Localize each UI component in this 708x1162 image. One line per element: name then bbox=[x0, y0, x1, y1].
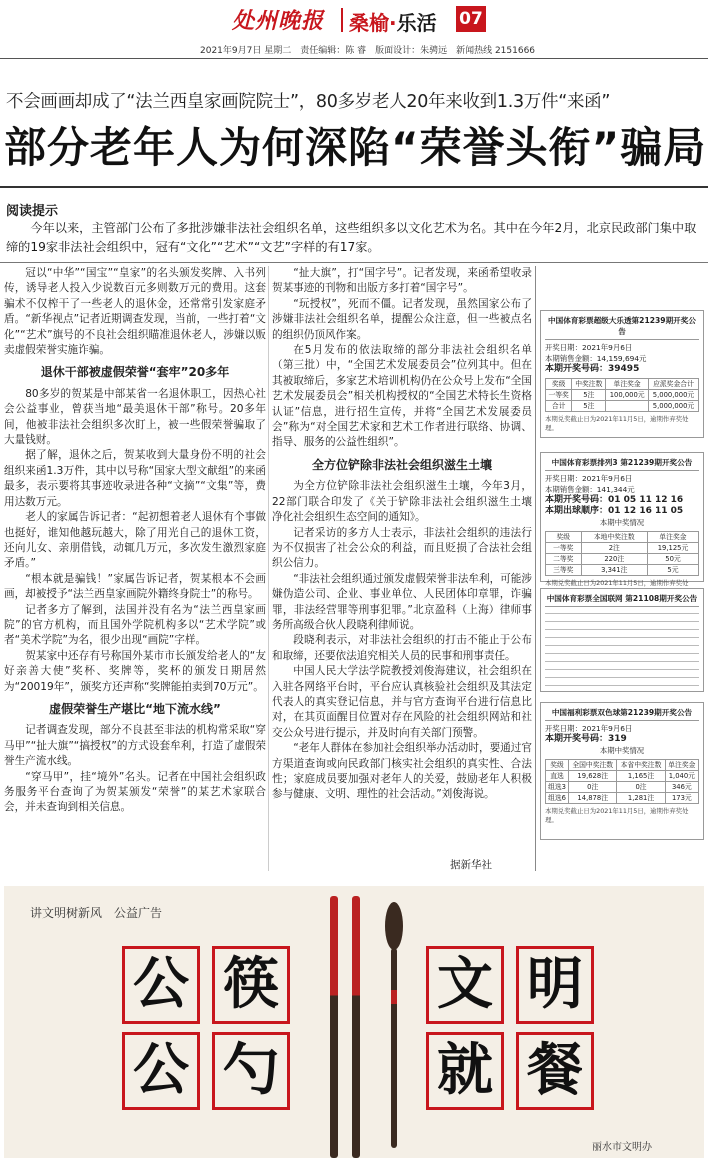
paragraph: 中国人民大学法学院教授刘俊海建议，社会组织在入驻各网络平台时，平台应认真核验社会组织及其法定代表人的真实登记信息，并与官方查询平台进行信息比对，在其页面醒目位置对存在风险的社会组织网站和社交公众号进行提示，并及时向有关部门预警。 bbox=[272, 665, 532, 739]
paragraph: 老人的家属告诉记者：“起初想着老人退休有个事做也挺好，谁知他越玩越大，除了用光自己的退休工资，还向儿女、亲朋借钱，动辄几万元，多次发生激烈家庭矛盾。” bbox=[4, 511, 266, 570]
lottery-notice-1 bbox=[540, 310, 704, 438]
paragraph: “根本就是骗钱！”家属告诉记者，贺某根本不会画画，却被授予“法兰西皇家画院外籍终身院士”的称号。 bbox=[4, 572, 266, 601]
paragraph: 为全方位铲除非法社会组织滋生土壤，今年3月，22部门联合印发了《关于铲除非法社会组织滋生土壤 净化社会组织生态空间的通知》。 bbox=[272, 480, 532, 524]
ad-label: 讲文明树新风 公益广告 bbox=[30, 906, 163, 920]
lottery-table: 奖级 本地中奖注数 单注奖金 一等奖 2注 19,125元 二等奖 220注 50元 三等奖 3,341注 5元 bbox=[545, 531, 699, 576]
paragraph: 记者调查发现，部分不良甚至非法的机构常采取“穿马甲”“扯大旗”“搞授权”的方式设套牟利，打造了虚假荣誉生产流水线。 bbox=[4, 724, 266, 768]
lottery-notice-3 bbox=[540, 588, 704, 692]
article-column-1 bbox=[4, 266, 266, 816]
lead-rule bbox=[0, 262, 708, 263]
paragraph: 段晓利表示，对非法社会组织的打击不能止于公布和取缔，还要依法追究相关人员的民事和刑事责任。 bbox=[272, 634, 532, 662]
lottery-number: 本期开奖号码：01 05 11 12 16 bbox=[545, 495, 684, 505]
lottery-note: 本期兑奖截止日为2021年11月5日，逾期作弃奖处理。 bbox=[545, 807, 689, 824]
lottery-notice-4 bbox=[540, 702, 704, 840]
ad-character: 文 bbox=[426, 946, 504, 1024]
lottery-date: 开奖日期：2021年9月6日 bbox=[545, 343, 633, 352]
lottery-note: 本期兑奖截止日为2021年11月5日，逾期作弃奖处 bbox=[545, 579, 689, 587]
lottery-number: 本期开奖号码：319 bbox=[545, 734, 627, 744]
paragraph: 记者多方了解到，法国并没有名为“法兰西皇家画院”的官方机构，而且国外学院机构多以“艺术学院”或者“美术学院”为名，很少出现“画院”字样。 bbox=[4, 603, 266, 647]
section-heading: 全方位铲除非法社会组织滋生土壤 bbox=[311, 457, 492, 472]
spoon-icon bbox=[384, 900, 404, 1150]
table-row: 一等奖 5注 100,000元 5,000,000元 bbox=[546, 390, 699, 401]
section-name bbox=[349, 7, 437, 36]
table-row: 三等奖 3,341注 5元 bbox=[546, 565, 699, 576]
lottery-title: 中国体育彩票排列3 第21239期开奖公告 bbox=[545, 457, 699, 471]
column-divider bbox=[535, 266, 536, 871]
column-divider bbox=[268, 266, 269, 871]
lottery-order: 本期出球顺序：01 12 16 11 05 bbox=[545, 506, 684, 516]
page-number-badge: 07 bbox=[456, 6, 486, 32]
paragraph: “穿马甲”，挂“境外”名头。记者在中国社会组织政务服务平台查询了为贺某颁发“荣誉”的某艺术家联合会，并未查询到相关信息。 bbox=[4, 770, 266, 814]
table-row: 组选3 0注 0注 346元 bbox=[546, 782, 699, 793]
ad-character: 筷 bbox=[212, 946, 290, 1024]
lead-title: 阅读提示 bbox=[6, 204, 59, 219]
masthead-rule bbox=[0, 58, 708, 59]
ad-character: 餐 bbox=[516, 1032, 594, 1110]
lottery-table-rows bbox=[545, 609, 699, 686]
paragraph: 据了解，退休之后，贺某收到大量身份不明的社会组织来函1.3万件，其中以号称“国家大型文献组”的来函最多，表示要将其事迹收录进各种“文摘”“文集”等，费用达数万元。 bbox=[4, 449, 266, 508]
paragraph: 冠以“中华”“国宝”“皇家”的名头颁发奖牌、入书列传，诱导老人投入少说数百元多则数万元的费用。这套骗术不仅榨干了一些老人的退休金，还常常引发家庭矛盾。“新华视点”记者近期调查发现，当前，一些打着“文化”“艺术”旗号的不良社会组织瞄准退休老人，涉嫌以贩卖虚假荣誉实施诈骗。 bbox=[4, 267, 266, 357]
chopstick-icon bbox=[330, 896, 338, 1158]
ad-character: 勺 bbox=[212, 1032, 290, 1110]
lottery-notice-2 bbox=[540, 452, 704, 587]
masthead-divider bbox=[341, 8, 343, 32]
lottery-title: 中国体育彩票超级大乐透第21239期开奖公告 bbox=[545, 315, 699, 340]
paragraph: 80多岁的贺某是中部某省一名退休职工，因热心社会公益事业，曾获当地“最美退休干部”称号。20多年间，他被非法社会组织多次盯上，被一些假荣誉骗取了大量钱财。 bbox=[4, 387, 266, 447]
lead-text: 今年以来，主管部门公布了多批涉嫌非法社会组织名单，这些组织多以文化艺术为名。其中在今年2月，北京民政部门集中取缔的19家非法社会组织中，冠有“文化”“艺术”“文艺”字样的有17家。 bbox=[6, 221, 697, 254]
ad-character: 明 bbox=[516, 946, 594, 1024]
ad-character: 公 bbox=[122, 946, 200, 1024]
section-dot: · bbox=[389, 11, 397, 35]
lottery-sales: 本期销售金额：14,159,694元 bbox=[545, 354, 647, 363]
paragraph: 贺某家中还存有号称国外某市市长颁发给老人的“友好亲善大使”奖杯、奖牌等，奖杯的颁发日期居然为“20019年”，颁奖方还声称“奖牌能拍卖到70万元”。 bbox=[4, 649, 266, 693]
ad-signature: 丽水市文明办 bbox=[592, 1142, 652, 1153]
paragraph: 记者采访的多方人士表示，非法社会组织的违法行为不仅损害了社会公众的利益，而且贬损了合法社会组织公信力。 bbox=[272, 526, 532, 570]
paragraph: 在5月发布的依法取缔的部分非法社会组织名单（第三批）中，“全国艺术发展委员会”位列其中。但在其被取缔后，多家艺术培训机构仍在公众号上发布“全国艺术发展委员会”相关机构授权的“全国艺术特长生资格认证”信息，进行招生宣传，并将“全国艺术发展委员会”称为“对全国艺术家和艺术工作者进行联络、协调、指导、服务的公益性组织”。 bbox=[272, 344, 532, 449]
article-credit: 据新华社 bbox=[450, 859, 492, 871]
article-subhead: 不会画画却成了“法兰西皇家画院院士”，80多岁老人20年来收到1.3万件“来函” bbox=[6, 92, 611, 112]
lottery-table: 奖级 全国中奖注数 本省中奖注数 单注奖金 直选 19,628注 1,165注 1,040元 组选3 0注 0注 346元 组选6 14,878注 1,281注 173元 bbox=[545, 759, 699, 804]
lottery-date: 开奖日期：2021年9月6日 bbox=[545, 474, 633, 483]
ad-character: 公 bbox=[122, 1032, 200, 1110]
newspaper-logo: 处州晚报 bbox=[232, 8, 325, 34]
table-row: 组选6 14,878注 1,281注 173元 bbox=[546, 793, 699, 804]
headline-rule bbox=[0, 186, 708, 188]
public-service-ad bbox=[4, 886, 704, 1158]
masthead-info-line: 2021年9月7日 星期二 责任编辑：陈 睿 版面设计：朱骋远 新闻热线 2151666 bbox=[200, 46, 536, 56]
lottery-sales: 本期销售金额：141,344元 bbox=[545, 485, 635, 494]
lottery-subtitle: 本期中奖情况 bbox=[599, 518, 645, 527]
paragraph: “老年人群体在参加社会组织举办活动时，要通过官方渠道查询或向民政部门核实社会组织的真实性、合法性；家庭成员要加强对老年人的关爱，鼓励老年人积极参与健康、文明、理性的社会活动。”刘俊海说。 bbox=[272, 742, 532, 801]
lottery-title: 中国福利彩票双色球第21239期开奖公告 bbox=[545, 707, 699, 721]
table-row: 合计 5注 5,000,000元 bbox=[546, 401, 699, 412]
section-name-b: 乐活 bbox=[396, 11, 437, 35]
table-row: 直选 19,628注 1,165注 1,040元 bbox=[546, 771, 699, 782]
lottery-date: 开奖日期：2021年9月6日 bbox=[545, 724, 633, 733]
lottery-note: 本期兑奖截止日为2021年11月5日，逾期作弃奖处理。 bbox=[545, 415, 689, 432]
chopstick-icon bbox=[352, 896, 360, 1158]
lottery-table: 奖级 中奖注数 单注奖金 应派奖金合计 一等奖 5注 100,000元 5,000,000元 合计 5注 5,000,000元 bbox=[545, 378, 699, 412]
lottery-subtitle: 本期中奖情况 bbox=[599, 746, 645, 755]
table-row: 二等奖 220注 50元 bbox=[546, 554, 699, 565]
ad-character: 就 bbox=[426, 1032, 504, 1110]
lottery-number: 本期开奖号码：39495 bbox=[545, 364, 640, 374]
paragraph: “非法社会组织通过颁发虚假荣誉非法牟利，可能涉嫌伪造公司、企业、事业单位、人民团体印章罪，诈骗罪，非法经营罪等刑事犯罪。”北京盈科（上海）律师事务所高级合伙人段晓利律师说。 bbox=[272, 572, 532, 631]
table-row: 一等奖 2注 19,125元 bbox=[546, 543, 699, 554]
paragraph: “扯大旗”，打“国字号”。记者发现，来函希望收录贺某事迹的刊物和出版方多打着“国字号”。 bbox=[272, 267, 532, 295]
section-name-a: 桑榆 bbox=[349, 11, 389, 35]
article-headline: 部分老年人为何深陷“荣誉头衔”骗局 bbox=[4, 123, 707, 172]
section-heading: 虚假荣誉生产堪比“地下流水线” bbox=[49, 701, 221, 716]
article-column-2 bbox=[272, 266, 532, 803]
lottery-title: 中国体育彩票全国联网 第21108期开奖公告 bbox=[545, 593, 699, 607]
paragraph: “玩授权”，死而不僵。记者发现，虽然国家公布了涉嫌非法社会组织名单，提醒公众注意，但一些被点名的组织仍顶风作案。 bbox=[272, 297, 532, 341]
section-heading: 退休干部被虚假荣誉“套牢”20多年 bbox=[40, 365, 230, 380]
